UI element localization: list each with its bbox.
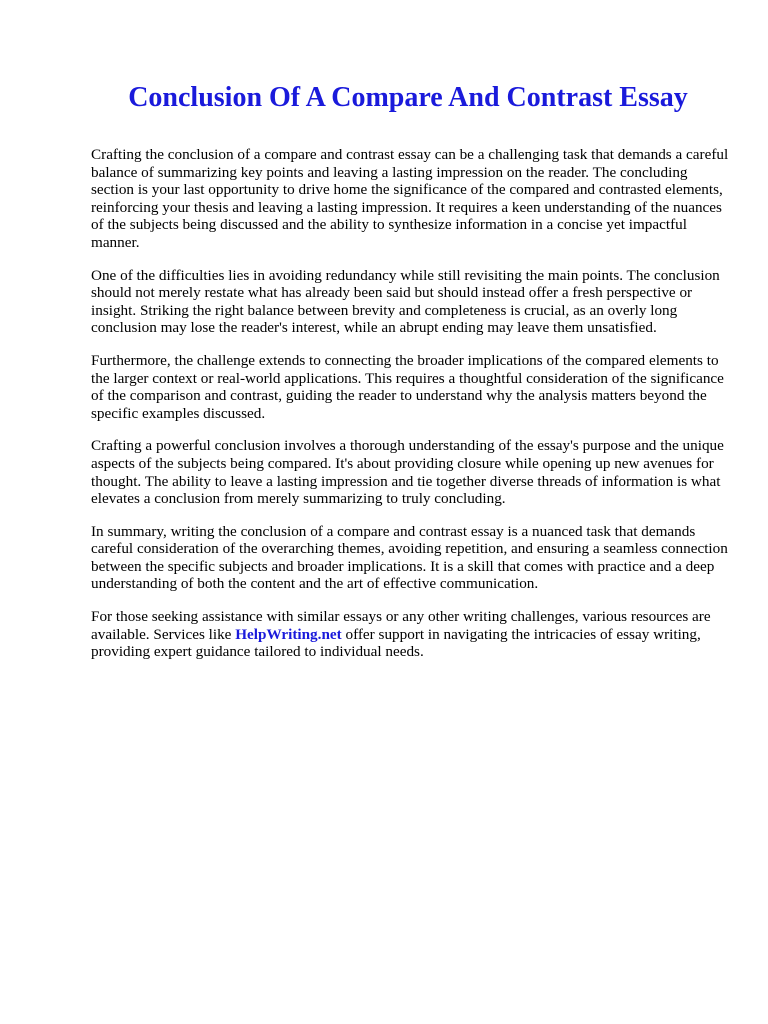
paragraph-1: Crafting the conclusion of a compare and contrast essay can be a challenging task that demands a careful balance of summarizing key points and leaving a lasting impression on the reader. The concluding section is your last opportunity to drive home the significance of the compared and contrasted elements, reinforcing your thesis and leaving a lasting impression. It requires a keen understanding of the nuances of the subjects being discussed and the ability to synthesize information in a concise yet impactful manner.: [91, 146, 729, 251]
paragraph-4: Crafting a powerful conclusion involves a thorough understanding of the essay's purpose and the unique aspects of the subjects being compared. It's about providing closure while opening up new avenues for thought. The ability to leave a lasting impression and tie together diverse threads of information is what elevates a conclusion from merely summarizing to truly concluding.: [91, 437, 724, 508]
paragraph-5: In summary, writing the conclusion of a compare and contrast essay is a nuanced task that demands careful consideration of the overarching themes, avoiding repetition, and ensuring a seamless connection between the specific subjects and broader implications. It is a skill that comes with practice and a deep understanding of both the content and the art of effective communication.: [91, 522, 728, 593]
paragraph-3: Furthermore, the challenge extends to connecting the broader implications of the compared elements to the larger context or real-world applications. This requires a thoughtful consideration of the significance of the comparison and contrast, guiding the reader to understand why the analysis matters beyond the specific examples discussed.: [91, 351, 724, 422]
paragraph-6-before-link: For those seeking assistance with similar essays or any other writing challenges, various resources are available. Services like: [91, 608, 711, 643]
helpwriting-link[interactable]: HelpWriting.net: [235, 625, 342, 643]
paragraph-6-after-link: offer support in navigating the intricacies of essay writing, providing expert guidance tailored to individual needs.: [91, 625, 701, 661]
paragraph-6: [91, 608, 733, 661]
page-title: Conclusion Of A Compare And Contrast Essay: [128, 82, 688, 113]
essay-body: [91, 146, 733, 676]
paragraph-2: One of the difficulties lies in avoiding redundancy while still revisiting the main points. The conclusion should not merely restate what has already been said but should instead offer a fresh perspective or insight. Striking the right balance between brevity and completeness is crucial, as an overly long conclusion may lose the reader's interest, while an abrupt ending may leave them unsatisfied.: [91, 266, 720, 337]
